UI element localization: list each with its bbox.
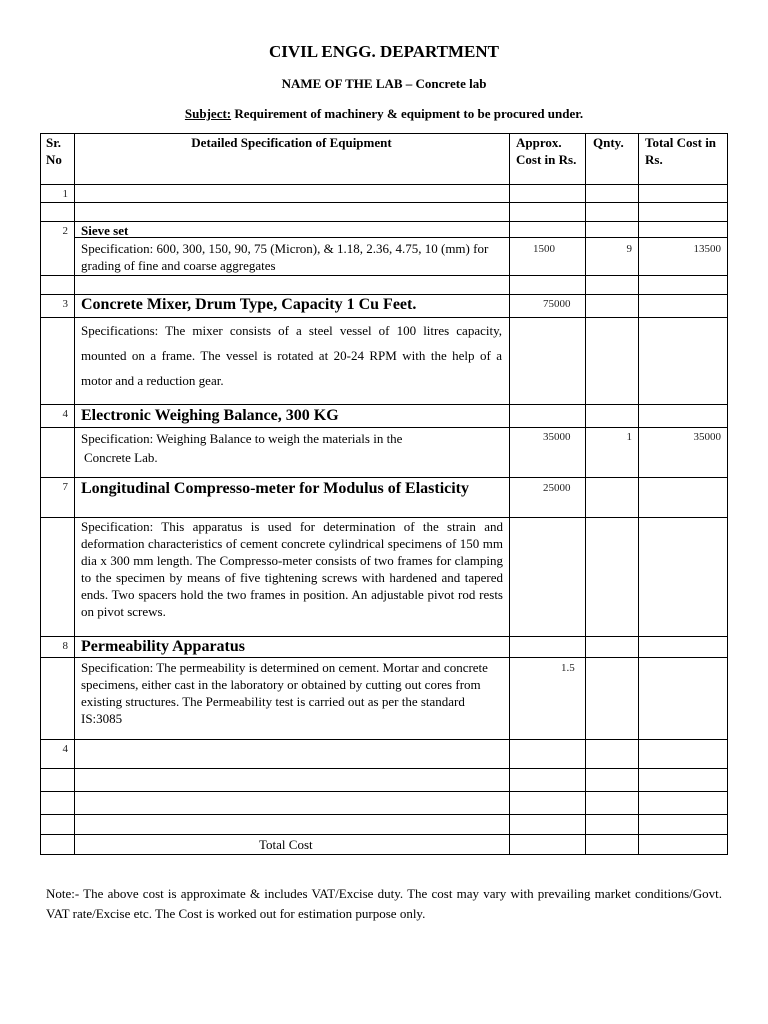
row-7-sr: 7 <box>62 481 68 493</box>
row-8-sr: 8 <box>62 640 68 652</box>
row-2-spec: Specification: 600, 300, 150, 90, 75 (Micron), & 1.18, 2.36, 4.75, 10 (mm) for grading of fine and coarse aggregates <box>81 241 489 273</box>
footnote: Note:- The above cost is approximate & includes VAT/Excise duty. The cost may vary with prevailing market conditions/Govt. VAT rate/Excise etc. The Cost is worked out for estimation purpose only. <box>46 886 722 921</box>
row-2-cost: 1500 <box>533 243 555 255</box>
row-2-total: 13500 <box>693 243 721 255</box>
row-7-cost: 25000 <box>543 482 571 494</box>
row-8-cost: 1.5 <box>561 662 575 674</box>
row-4-qty: 1 <box>626 431 632 443</box>
col-header-sr: Sr. No <box>46 135 62 167</box>
row-2-name: Sieve set <box>81 223 129 238</box>
department-title: CIVIL ENGG. DEPARTMENT <box>268 42 500 61</box>
col-header-cost: Approx. Cost in Rs. <box>516 135 577 167</box>
row-4-cost: 35000 <box>543 431 571 443</box>
col-header-qty: Qnty. <box>593 135 624 150</box>
row-7-spec: Specification: This apparatus is used for determination of the strain and deformation characteristics of cement concrete cylindrical specimens of 150 mm dia x 300 mm length. The Compresso-meter consists of two frames for clamping to the specimen by means of five tightening screws with hardened and tapered ends. Two spacers hold the two frames in position. An adjustable pivot rod rests on pivot screws. <box>81 519 503 619</box>
row-2-sr: 2 <box>62 225 68 237</box>
row-4-spec: Specification: Weighing Balance to weigh the materials in the Concrete Lab. <box>81 431 403 465</box>
row-3-name: Concrete Mixer, Drum Type, Capacity 1 Cu Feet. <box>81 296 417 313</box>
row-3-spec: Specifications: The mixer consists of a steel vessel of 100 litres capacity, mounted on a frame. The vessel is rotated at 20-24 RPM with the help of a motor and a reduction gear. <box>81 323 502 388</box>
row-3-sr: 3 <box>62 298 68 310</box>
row-7-name: Longitudinal Compresso-meter for Modulus of Elasticity <box>81 480 470 497</box>
subject-label: Subject: <box>184 106 232 121</box>
col-header-spec: Detailed Specification of Equipment <box>191 135 392 150</box>
subject-text: Requirement of machinery & equipment to be procured under. <box>231 106 584 121</box>
row-4-sr: 4 <box>62 408 68 420</box>
row-2-qty: 9 <box>626 243 632 255</box>
row-4-total: 35000 <box>693 431 721 443</box>
col-header-total: Total Cost in Rs. <box>645 135 717 167</box>
total-cost-label: Total Cost <box>259 837 313 852</box>
row-1-sr: 1 <box>62 188 68 200</box>
row-9-sr: 4 <box>62 743 68 755</box>
row-3-cost: 75000 <box>543 298 571 310</box>
row-8-spec: Specification: The permeability is determined on cement. Mortar and concrete specimens, either cast in the laboratory or obtained by cutting out cores from existing structures. The Permeability test is carried out as per the standard IS:3085 <box>81 660 488 726</box>
row-8-name: Permeability Apparatus <box>81 638 245 655</box>
lab-name: NAME OF THE LAB – Concrete lab <box>281 76 487 91</box>
row-4-name: Electronic Weighing Balance, 300 KG <box>81 407 339 424</box>
